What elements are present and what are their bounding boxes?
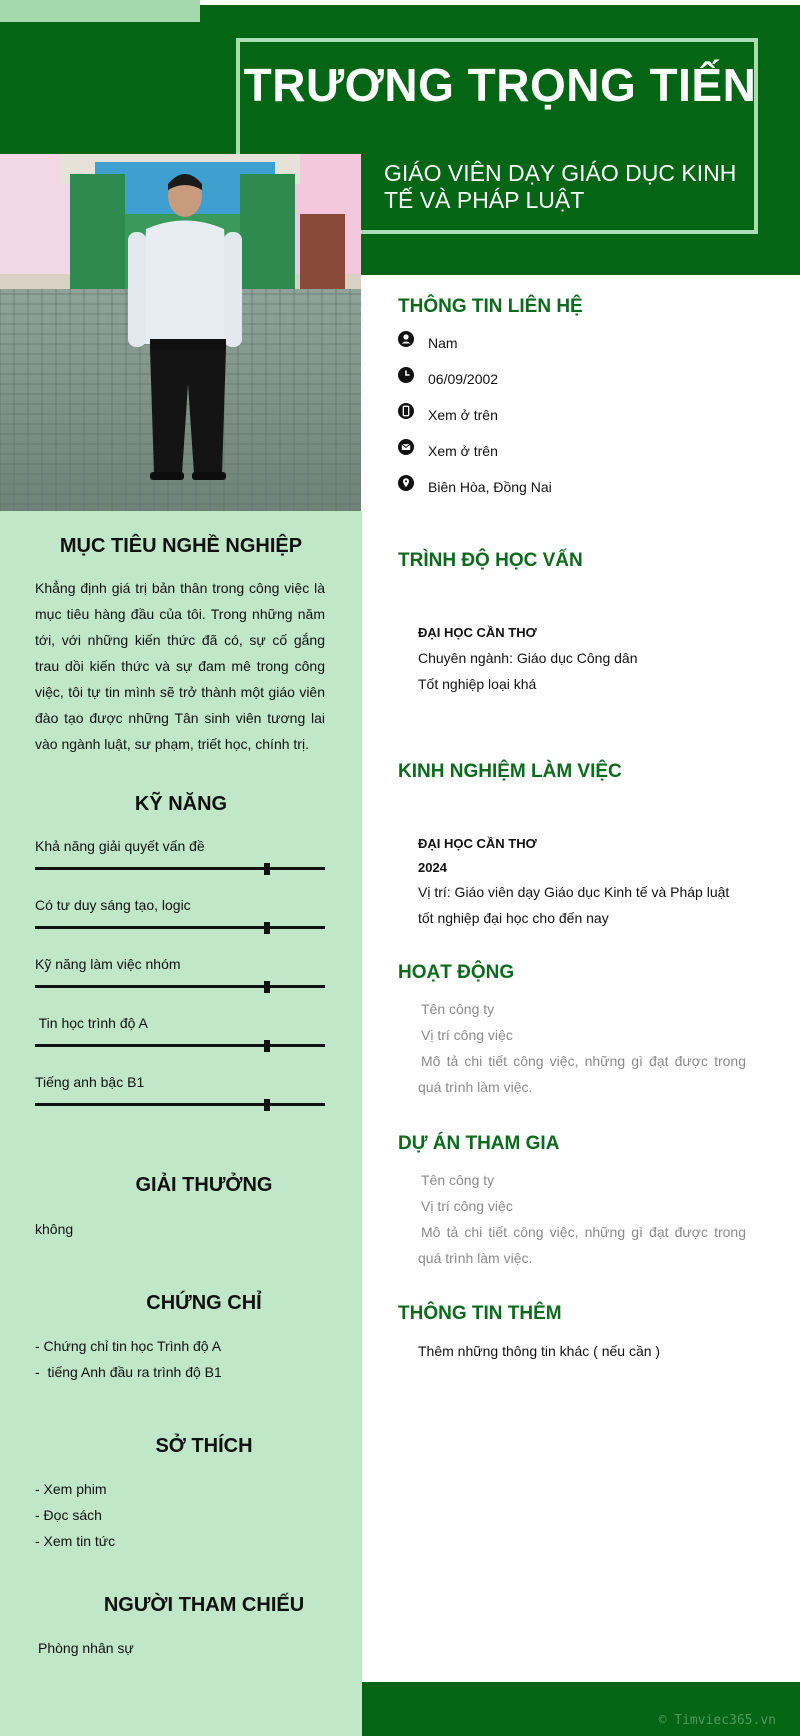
additional-info-text: Thêm những thông tin khác ( nếu cần ) [418,1343,661,1359]
awards-text: không [35,1221,74,1237]
candidate-name: TRƯƠNG TRỌNG TIẾN [243,59,757,111]
clock-icon [398,367,414,383]
hobby-item: - Xem tin tức [35,1533,116,1549]
activities-description: Mô tả chi tiết công việc, những gì đạt được trong quá trình làm việc. [418,1053,746,1095]
watermark: © Timviec365.vn [658,1713,776,1728]
projects-position: Vị trí công việc [421,1198,513,1214]
skill-label: Tiếng anh bậc B1 [35,1074,145,1090]
skill-bar [35,985,325,988]
contact-phone: Xem ở trên [428,407,498,423]
activities-title: HOẠT ĐỘNG [398,962,515,983]
experience-year: 2024 [418,860,447,875]
skill-bar [35,926,325,929]
contact-gender: Nam [428,335,458,351]
skill-bar [35,1103,325,1106]
activities-position: Vị trí công việc [421,1027,513,1043]
additional-info-title: THÔNG TIN THÊM [398,1303,562,1324]
hobby-item: - Xem phim [35,1481,107,1497]
contact-address: Biên Hòa, Đồng Nai [428,479,552,495]
hobbies-title: SỞ THÍCH [155,1435,253,1457]
phone-icon [398,403,414,419]
contact-email: Xem ở trên [428,443,498,459]
skill-level-marker [264,922,270,934]
user-icon [398,331,414,347]
left-column [0,511,362,1736]
skill-level-marker [264,1099,270,1111]
job-title: GIÁO VIÊN DẠY GIÁO DỤC KINH TẾ VÀ PHÁP LUẬT [384,160,737,213]
skills-title: KỸ NĂNG [134,793,228,815]
experience-company: ĐẠI HỌC CẦN THƠ [418,836,537,851]
hobby-item: - Đọc sách [35,1507,102,1523]
certificates-title: CHỨNG CHỈ [146,1292,262,1314]
certificate-item: - tiếng Anh đầu ra trình độ B1 [35,1364,222,1380]
references-title: NGƯỜI THAM CHIẾU [103,1594,305,1616]
experience-period: tốt nghiệp đại học cho đến nay [418,910,609,926]
projects-title: DỰ ÁN THAM GIA [398,1133,560,1154]
profile-photo [0,154,361,511]
activities-company: Tên công ty [421,1001,495,1017]
contact-birthday: 06/09/2002 [428,371,499,387]
top-accent-bar [0,0,200,22]
education-grade: Tốt nghiệp loại khá [418,676,537,692]
skill-level-marker [264,863,270,875]
location-icon [398,475,414,491]
skill-level-marker [264,1040,270,1052]
experience-position: Vị trí: Giáo viên dạy Giáo dục Kinh tế và Pháp luật [418,884,730,900]
skill-label: Tin học trình độ A [35,1015,148,1031]
certificate-item: - Chứng chỉ tin học Trình độ A [35,1338,222,1354]
projects-description: Mô tả chi tiết công việc, những gì đạt được trong quá trình làm việc. [418,1224,746,1266]
experience-title: KINH NGHIỆM LÀM VIỆC [398,761,622,782]
skill-bar [35,867,325,870]
education-school: ĐẠI HỌC CẦN THƠ [418,625,537,640]
contact-title: THÔNG TIN LIÊN HỆ [398,296,583,317]
email-icon [398,439,414,455]
skill-label: Có tư duy sáng tạo, logic [35,897,191,913]
career-objective-title: MỤC TIÊU NGHỀ NGHIỆP [59,535,303,557]
skill-label: Kỹ năng làm việc nhóm [35,956,181,972]
education-title: TRÌNH ĐỘ HỌC VẤN [398,550,583,571]
education-major: Chuyên ngành: Giáo dục Công dân [418,650,638,666]
skill-level-marker [264,981,270,993]
career-objective-text: Khẳng định giá trị bản thân trong công việc là mục tiêu hàng đầu của tôi. Trong những năm tới, với những kiến thức đã có, sự cố gắng trau dồi kiến thức và sự đam mê trong công việc, tôi tự tin mình sẽ trở thành một giáo viên đào tạo được những Tân sinh viên tương lai vào ngành luật, sư phạm, triết học, chính trị. [35,580,325,752]
skill-bar [35,1044,325,1047]
references-text: Phòng nhân sự [38,1640,134,1656]
skill-label: Khả năng giải quyết vấn đề [35,838,205,854]
projects-company: Tên công ty [421,1172,495,1188]
awards-title: GIẢI THƯỞNG [135,1174,273,1196]
